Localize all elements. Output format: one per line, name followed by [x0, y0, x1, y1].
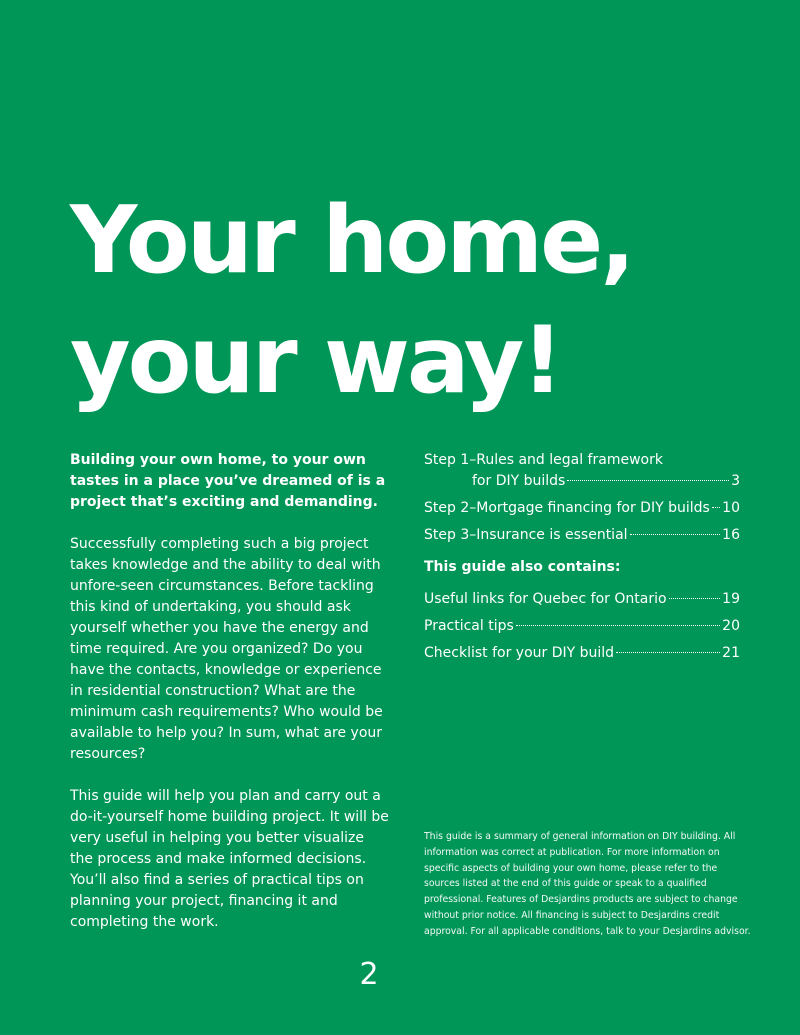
intro-paragraph-1: Successfully completing such a big project takes knowledge and the ability to deal with unfore-seen circumstances. Before tackling this kind of undertaking, you should ask yourself whether you have the energy and time required. Are you organized? Do you have the contacts, knowledge or experience in residential construction? What are the minimum cash requirements? Who would be available to help you? In sum, what are your resources? [70, 536, 383, 762]
toc-page-number: 19 [722, 591, 740, 607]
page-title [70, 180, 633, 420]
toc-entry-label: Checklist for your DIY build [424, 645, 615, 661]
intro-column [70, 450, 390, 933]
toc-dot-leader [669, 598, 721, 599]
toc-also-heading: This guide also contains: [424, 559, 621, 575]
toc-page-number: 16 [722, 527, 740, 543]
toc-page-number: 21 [722, 645, 740, 661]
toc-entry-step-1[interactable] [424, 450, 740, 492]
toc-entry-label: Useful links for Quebec for Ontario [424, 591, 667, 607]
page-number: 2 [359, 957, 379, 992]
toc-page-number: 10 [722, 500, 740, 516]
toc-dot-leader [516, 625, 720, 626]
title-line-1: Your home, [70, 186, 633, 294]
toc-page-number: 20 [722, 618, 740, 634]
toc-entry-label-line1: Step 1–Rules and legal framework [424, 452, 663, 468]
intro-paragraph-2: This guide will help you plan and carry out a do-it-yourself home building project. It will be very useful in helping you better visualize the process and make informed decisions. You’ll also find a series of practical tips on planning your project, financing it and completing the work. [70, 788, 389, 930]
title-line-2: your way! [70, 306, 561, 414]
toc-entry-label: Step 2–Mortgage financing for DIY builds [424, 500, 710, 516]
toc-entry-label: for DIY builds [472, 473, 566, 489]
table-of-contents [424, 450, 740, 664]
toc-page-number: 3 [731, 473, 740, 489]
disclaimer-text: This guide is a summary of general information on DIY building. All information was correct at publication. For more information on specific aspects of building your own home, please refer to the sources listed at the end of this guide or speak to a qualified professional. Features of Desjardins products are subject to change without prior notice. All financing is subject to Desjardins credit approval. For all applicable conditions, talk to your Desjardins advisor. [424, 831, 751, 937]
toc-dot-leader [630, 534, 721, 535]
toc-dot-leader [616, 652, 720, 653]
toc-entry-step-2[interactable] [424, 498, 740, 519]
toc-entry-checklist[interactable] [424, 643, 740, 664]
intro-lead: Building your own home, to your own tastes in a place you’ve dreamed of is a project that’s exciting and demanding. [70, 452, 386, 510]
toc-entry-step-3[interactable] [424, 525, 740, 546]
toc-dot-leader [567, 480, 729, 481]
toc-entry-useful-links[interactable] [424, 589, 740, 610]
toc-entry-label: Step 3–Insurance is essential [424, 527, 628, 543]
toc-entry-practical-tips[interactable] [424, 616, 740, 637]
toc-entry-label: Practical tips [424, 618, 514, 634]
toc-dot-leader [712, 507, 720, 508]
